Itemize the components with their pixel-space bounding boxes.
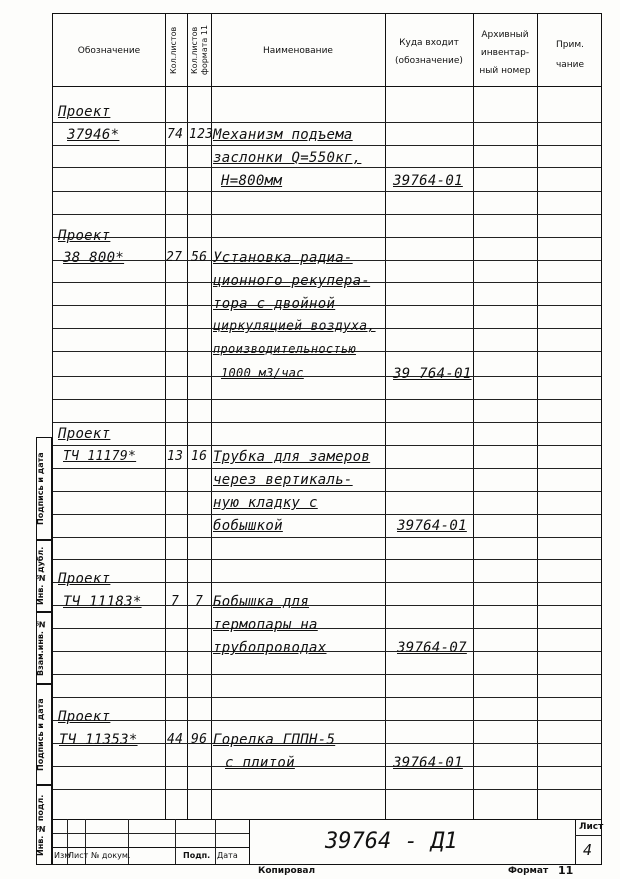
- entry-designation: ТЧ 11353*: [59, 732, 138, 748]
- entry-format: 56: [191, 250, 208, 265]
- stamp-doc-no-label: № докум.: [91, 851, 131, 860]
- entry-name-line: 1000 м3/час: [221, 366, 304, 380]
- entry-name-line: ную кладку с: [213, 495, 318, 511]
- header-archive-3: ный номер: [479, 66, 531, 76]
- entry-name-line: через вертикаль-: [213, 472, 353, 488]
- header-note-1: Прим.: [556, 40, 584, 50]
- entry-name-line: с плитой: [225, 755, 295, 771]
- entry-name-line: Механизм подъема: [213, 127, 353, 143]
- entry-label: Проект: [58, 709, 111, 725]
- title-block: [53, 819, 604, 864]
- entry-sheets: 27: [166, 250, 183, 265]
- entry-designation: ТЧ 11183*: [63, 594, 142, 610]
- side-label-replace-inv: Взам.инв. №: [36, 619, 45, 677]
- entry-label: Проект: [58, 426, 111, 442]
- entry-name-line: термопары на: [213, 617, 318, 633]
- entry-sheets: 44: [167, 732, 184, 747]
- document-number: 39764 - Д1: [325, 829, 458, 854]
- sheet-number: 4: [583, 841, 593, 859]
- header-sheets-format: Кол.листов формата 11: [190, 24, 209, 76]
- entry-label: Проект: [58, 571, 111, 587]
- entry-name-line: бобышкой: [213, 518, 283, 534]
- entry-sheets: 7: [171, 594, 180, 609]
- entry-name-line: трубопроводах: [213, 640, 327, 656]
- header-used-in-1: Куда входит: [399, 38, 459, 48]
- table-frame: [52, 13, 602, 865]
- entry-used-in: 39764-07: [397, 640, 467, 656]
- footer-format-value: 11: [558, 864, 574, 877]
- entry-label: Проект: [58, 228, 111, 244]
- header-archive-1: Архивный: [481, 30, 529, 40]
- entry-name-line: Н=800мм: [221, 173, 283, 189]
- header-sheets-count: Кол.листов: [169, 26, 178, 74]
- header-name: Наименование: [263, 46, 333, 56]
- header-used-in-2: (обозначение): [395, 56, 463, 66]
- entry-designation: 38 800*: [63, 250, 125, 266]
- entry-format: 96: [191, 732, 208, 747]
- entry-name-line: Установка радиа-: [213, 250, 353, 266]
- entry-name-line: заслонки Q=550кг,: [213, 150, 362, 166]
- stamp-sign-label: Подп.: [183, 851, 211, 860]
- entry-designation: ТЧ 11179*: [63, 449, 137, 464]
- entry-designation: 37946*: [67, 127, 120, 143]
- header-archive-2: инвентар-: [480, 48, 530, 58]
- side-label-sign-date-1: Подпись и дата: [36, 698, 45, 771]
- entry-name-line: циркуляцией воздуха,: [213, 319, 376, 334]
- entry-name-line: Горелка ГППН-5: [213, 732, 336, 748]
- entry-used-in: 39764-01: [393, 755, 463, 771]
- entry-name-line: тора с двойной: [213, 296, 336, 312]
- entry-sheets: 13: [167, 449, 184, 464]
- entry-format: 16: [191, 449, 208, 464]
- stamp-date-label: Дата: [217, 851, 238, 860]
- header-designation: Обозначение: [77, 46, 141, 56]
- entry-label: Проект: [58, 104, 111, 120]
- entry-name-line: ционного рекупера-: [213, 273, 371, 289]
- footer-copied: Копировал: [258, 866, 316, 876]
- header-note-2: чание: [555, 60, 585, 70]
- entry-name-line: производительностью: [213, 342, 356, 356]
- entry-used-in: 39764-01: [397, 518, 467, 534]
- entry-format: 7: [195, 594, 204, 609]
- entry-sheets: 74: [167, 127, 184, 142]
- entry-name-line: Бобышка для: [213, 594, 310, 610]
- side-label-sign-date-2: Подпись и дата: [36, 452, 45, 525]
- stamp-izm-label: Изм: [54, 851, 71, 860]
- footer-format-label: Формат: [508, 866, 549, 876]
- entry-used-in: 39764-01: [393, 173, 463, 189]
- side-label-dup-inv: Инв. №дубл.: [36, 546, 45, 606]
- entry-used-in: 39 764-01: [393, 366, 472, 382]
- entry-format: 123: [189, 127, 214, 142]
- stamp-list-label: Лист: [68, 851, 89, 860]
- side-label-original-inv: Инв. № подл.: [36, 794, 45, 856]
- sheet-label: Лист: [579, 822, 604, 832]
- entry-name-line: Трубка для замеров: [213, 449, 371, 465]
